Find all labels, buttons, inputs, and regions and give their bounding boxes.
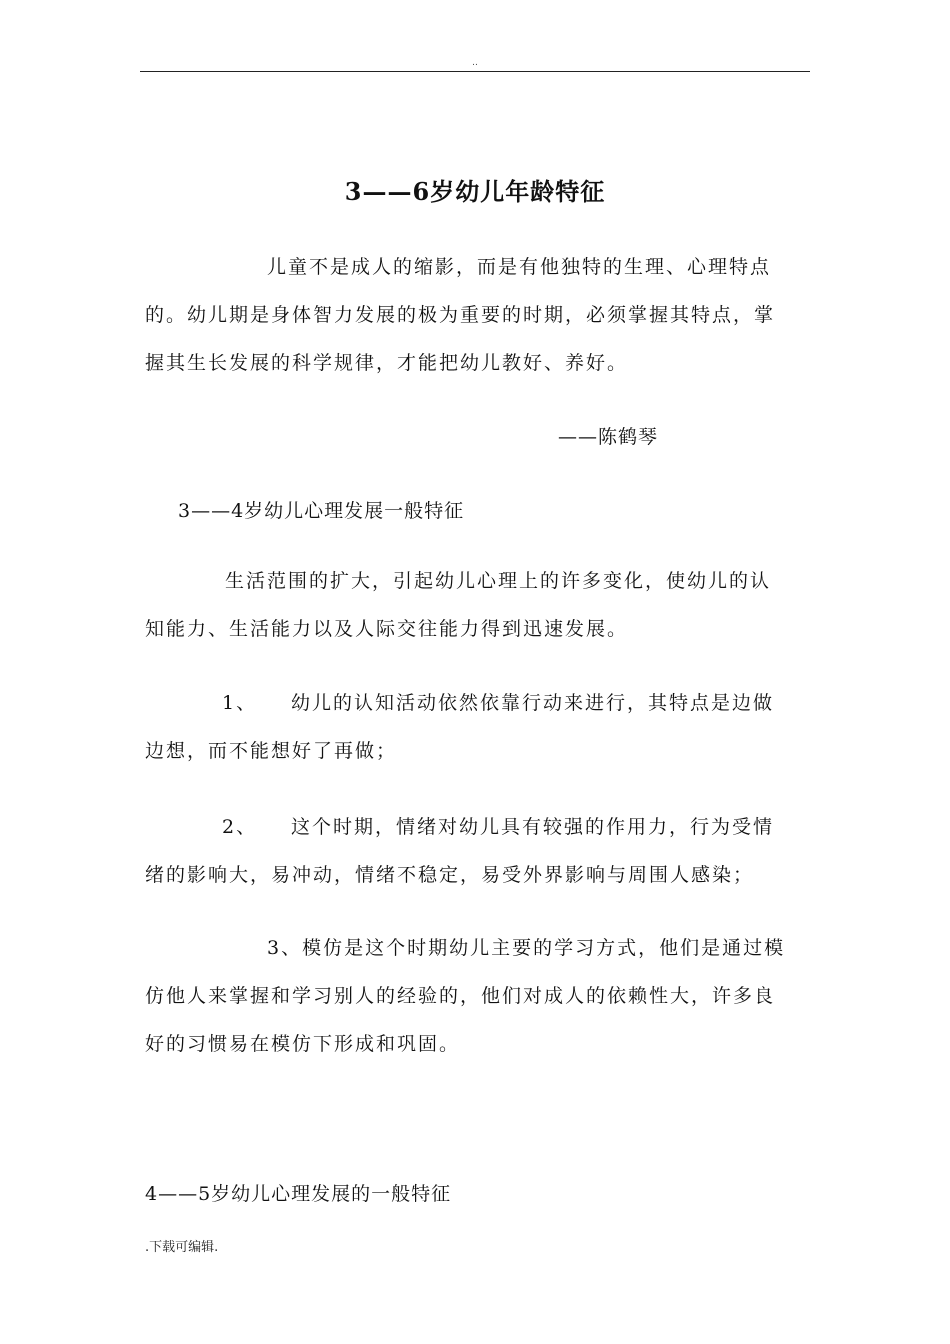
footer-note: .下载可编辑. [145,1240,219,1255]
list-number: 2、 [222,816,258,838]
quote-attribution: ——陈鹤琴 [558,426,659,448]
quote-line: 的。幼儿期是身体智力发展的极为重要的时期，必须掌握其特点，掌 [145,304,776,326]
list-item-first-line [145,803,817,851]
list-item-2 [145,803,817,899]
list-item-text: 幼儿的认知活动依然依靠行动来进行，其特点是边做 [291,692,775,714]
list-item-text: 模仿是这个时期幼儿主要的学习方式，他们是通过模 [302,937,786,959]
quote-line: 儿童不是成人的缩影，而是有他独特的生理、心理特点 [267,256,772,278]
list-item-1 [145,679,817,775]
document-title: 3——6岁幼儿年龄特征 [344,177,606,206]
quote-line: 握其生长发展的科学规律，才能把幼儿教好、养好。 [145,352,629,374]
list-item-text: 绪的影响大，易冲动，情绪不稳定，易受外界影响与周围人感染； [145,864,755,886]
list-number: 1、 [222,692,258,714]
section2-heading: 4——5岁幼儿心理发展的一般特征 [145,1183,452,1205]
list-item-text: 边想，而不能想好了再做； [145,740,398,762]
list-item-3 [145,924,817,1068]
list-item-first-line [145,924,817,972]
header-mark: .. [472,58,478,68]
list-item-text: 仿他人来掌握和学习别人的经验的，他们对成人的依赖性大，许多良 [145,985,776,1007]
intro-line: 生活范围的扩大，引起幼儿心理上的许多变化，使幼儿的认 [225,570,772,592]
list-item-first-line [145,679,817,727]
quote-paragraph [145,243,817,387]
intro-line: 知能力、生活能力以及人际交往能力得到迅速发展。 [145,618,629,640]
list-item-text: 好的习惯易在模仿下形成和巩固。 [145,1033,461,1055]
list-number: 3、 [267,937,303,959]
list-item-text: 这个时期，情绪对幼儿具有较强的作用力，行为受情 [291,816,775,838]
section1-intro [145,557,817,653]
header-rule [140,71,810,72]
section1-heading: 3——4岁幼儿心理发展一般特征 [178,500,465,522]
